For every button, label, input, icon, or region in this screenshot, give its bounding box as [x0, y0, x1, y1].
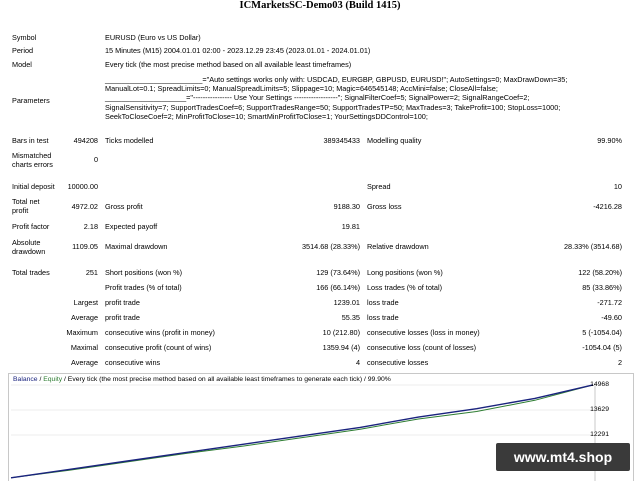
param-line: ____________________="---------------- Use Your Settings ------------------"; SignalFilterCoef=5; SignalPower=2; SignalRangeCoef=2;	[105, 93, 530, 103]
deposit-value: 10000.00	[67, 182, 98, 191]
maximum-wins-label: consecutive wins (profit in money)	[105, 328, 215, 337]
abs-drawdown-value: 1109.05	[72, 242, 98, 251]
param-line: ________________________="Auto settings works only with: USDCAD, EURGBP, GBPUSD, EURUSD!"; AutoSettings=0; MaxDrawDown=35;	[105, 75, 568, 84]
largest-loss-label: loss trade	[367, 298, 399, 307]
average-prefix: Average	[70, 313, 98, 322]
average-profit-value: 55.35	[341, 313, 360, 322]
abs-drawdown-label-2: drawdown	[12, 247, 46, 256]
period-value: 15 Minutes (M15) 2004.01.01 02:00 - 2023.12.29 23:45 (2023.01.01 - 2024.01.01)	[105, 46, 371, 55]
gross-loss-label: Gross loss	[367, 202, 402, 211]
quality-value: 99.90%	[597, 136, 622, 145]
parameters-value	[105, 75, 625, 121]
largest-profit-label: profit trade	[105, 298, 140, 307]
abs-drawdown-label-1: Absolute	[12, 238, 41, 247]
mismatched-label-1: Mismatched	[12, 151, 52, 160]
maximum-prefix: Maximum	[66, 328, 98, 337]
max-drawdown-value: 3514.68 (28.33%)	[301, 242, 360, 251]
average-loss-label: loss trade	[367, 313, 399, 322]
rel-drawdown-value: 28.33% (3514.68)	[563, 242, 622, 251]
maximal-loss-value: -1054.04 (5)	[582, 343, 622, 352]
largest-prefix: Largest	[73, 298, 98, 307]
ytick-label: 12291	[590, 431, 609, 438]
rel-drawdown-label: Relative drawdown	[367, 242, 429, 251]
profit-trades-value: 166 (66.14%)	[316, 283, 360, 292]
maximum-wins-value: 10 (212.80)	[322, 328, 360, 337]
gross-profit-label: Gross profit	[105, 202, 143, 211]
ytick-label: 13629	[590, 406, 609, 413]
average-profit-label: profit trade	[105, 313, 140, 322]
net-profit-label-1: Total net	[12, 197, 40, 206]
net-profit-value: 4972.02	[71, 202, 98, 211]
avg-consecutive-wins-label: consecutive wins	[105, 358, 161, 367]
loss-trades-value: 85 (33.86%)	[582, 283, 622, 292]
bars-label: Bars in test	[12, 136, 49, 145]
gross-profit-value: 9188.30	[333, 202, 360, 211]
loss-trades-label: Loss trades (% of total)	[367, 283, 443, 292]
profit-trades-label: Profit trades (% of total)	[105, 283, 182, 292]
short-label: Short positions (won %)	[105, 268, 183, 277]
expected-payoff-label: Expected payoff	[105, 222, 158, 231]
total-trades-label: Total trades	[12, 268, 50, 277]
largest-loss-value: -271.72	[597, 298, 622, 307]
spread-value: 10	[613, 182, 622, 191]
maximal-profit-label: consecutive profit (count of wins)	[105, 343, 212, 352]
param-line: ManualLot=0.1; SpreadLimits=0; ManualSpreadLimits=5; Slippage=10; Magic=646545148; AccMini=false; CloseAll=false;	[105, 84, 498, 94]
mismatched-value: 0	[93, 155, 98, 164]
param-line: SeekToCloseCoef=2; MinProfitToClose=10; SmartMinProfitToClose=1; YourSettingsDDControl=100;	[105, 111, 428, 121]
maximal-profit-value: 1359.94 (4)	[322, 343, 360, 352]
ticks-label: Ticks modelled	[105, 136, 154, 145]
ytick-label: 14968	[590, 381, 609, 388]
avg-consecutive-prefix: Average	[70, 358, 98, 367]
symbol-value: EURUSD (Euro vs US Dollar)	[105, 33, 201, 42]
symbol-label: Symbol	[12, 33, 37, 42]
report-title: ICMarketsSC-Demo03 (Build 1415)	[239, 0, 401, 11]
gross-loss-value: -4216.28	[593, 202, 622, 211]
param-line: SignalSensitivity=7; SupportTradesCoef=6; SupportTradesRange=50; SupportTradesTP=50; MaxTrades=3; TakeProfit=100; StopLoss=1000;	[105, 102, 561, 112]
avg-consecutive-wins-value: 4	[355, 358, 360, 367]
largest-profit-value: 1239.01	[333, 298, 360, 307]
parameters-label: Parameters	[12, 96, 50, 105]
short-value: 129 (73.64%)	[316, 268, 360, 277]
site-watermark: www.mt4.shop	[496, 443, 630, 471]
profit-factor-value: 2.18	[83, 222, 98, 231]
bars-value: 494208	[73, 136, 98, 145]
average-loss-value: -49.60	[601, 313, 622, 322]
deposit-label: Initial deposit	[12, 182, 55, 191]
avg-consecutive-losses-label: consecutive losses	[367, 358, 429, 367]
mismatched-label-2: charts errors	[12, 160, 53, 169]
legend-equity: Equity	[43, 376, 63, 383]
avg-consecutive-losses-value: 2	[617, 358, 622, 367]
long-label: Long positions (won %)	[367, 268, 443, 277]
net-profit-label-2: profit	[12, 206, 29, 215]
legend-separator: /	[37, 376, 44, 383]
maximal-prefix: Maximal	[70, 343, 98, 352]
model-label: Model	[12, 60, 32, 69]
period-label: Period	[12, 46, 34, 55]
max-drawdown-label: Maximal drawdown	[105, 242, 168, 251]
legend-balance: Balance	[13, 376, 38, 383]
maximum-losses-label: consecutive losses (loss in money)	[367, 328, 480, 337]
profit-factor-label: Profit factor	[12, 222, 50, 231]
legend-description: / Every tick (the most precise method based on all available least timeframes to generate each tick) / 99.90%	[62, 376, 391, 383]
maximal-loss-label: consecutive loss (count of losses)	[367, 343, 477, 352]
spread-label: Spread	[367, 182, 391, 191]
maximum-losses-value: 5 (-1054.04)	[582, 328, 622, 337]
long-value: 122 (58.20%)	[578, 268, 622, 277]
total-trades-value: 251	[85, 268, 98, 277]
expected-payoff-value: 19.81	[341, 222, 360, 231]
quality-label: Modelling quality	[367, 136, 422, 145]
ticks-value: 389345433	[323, 136, 360, 145]
model-value: Every tick (the most precise method based on all available least timeframes)	[105, 60, 352, 69]
